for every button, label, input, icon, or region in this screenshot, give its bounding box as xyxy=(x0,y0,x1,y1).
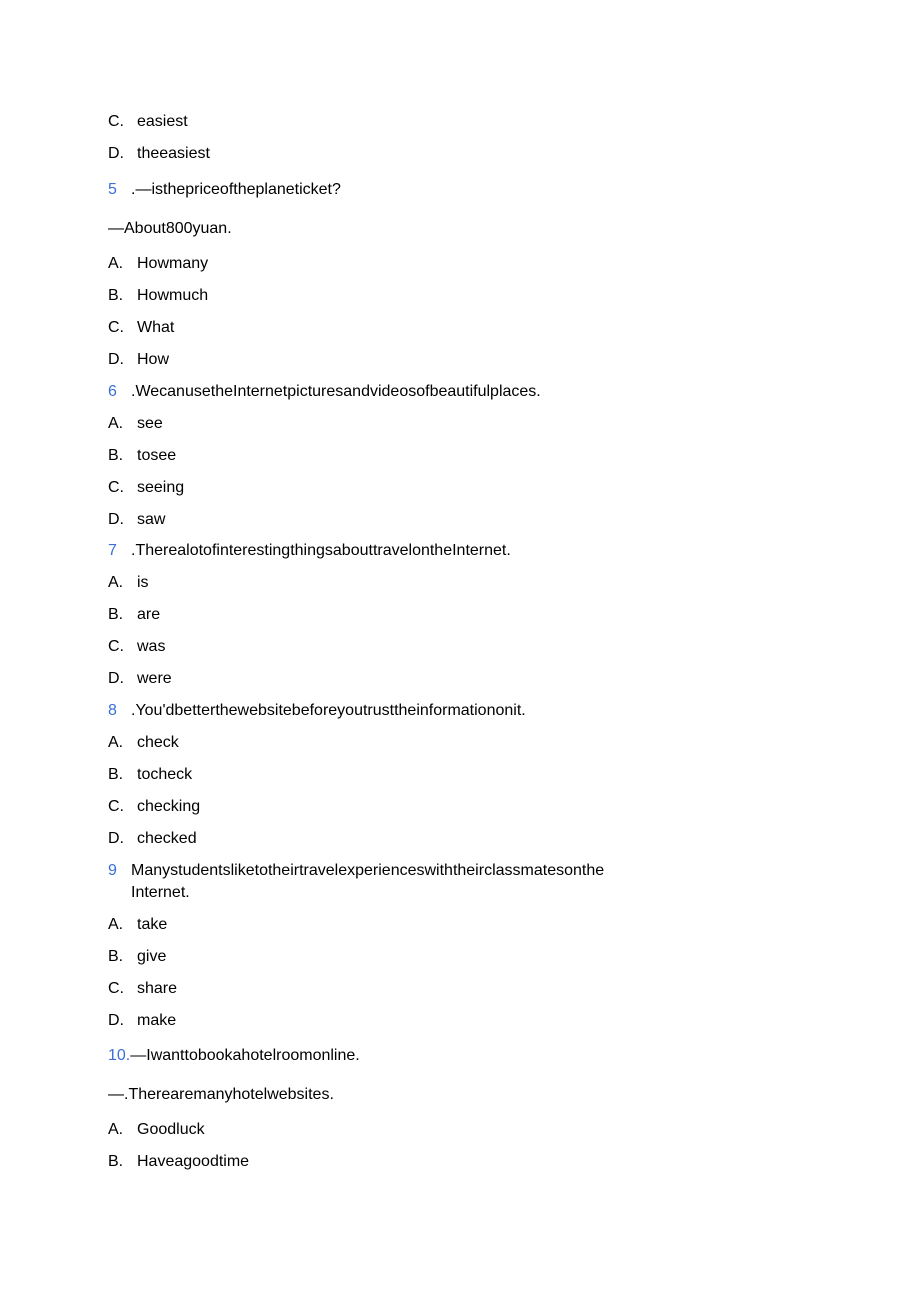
option-letter: D. xyxy=(108,1012,124,1029)
question-text: —Iwanttobookahotelroomonline. xyxy=(130,1047,360,1064)
question-text: .TherealotofinterestingthingsabouttravelontheInternet. xyxy=(131,542,511,559)
option-text: share xyxy=(137,980,178,997)
option-letter: D. xyxy=(108,511,124,528)
option-text: are xyxy=(137,606,161,623)
question-8 xyxy=(108,701,526,721)
question-text: .—isthepriceoftheplaneticket? xyxy=(131,181,341,198)
option-q4-d xyxy=(108,144,210,164)
option-letter: C. xyxy=(108,798,124,815)
option-letter: D. xyxy=(108,145,124,162)
question-text: .WecanusetheInternetpicturesandvideosofbeautifulplaces. xyxy=(131,383,541,400)
option-q9-a xyxy=(108,915,167,935)
question-number: 7 xyxy=(108,542,117,559)
option-q8-b xyxy=(108,765,192,785)
question-text: .You'dbetterthewebsitebeforeyoutrusttheinformationonit. xyxy=(131,702,526,719)
option-q5-b xyxy=(108,286,208,306)
question-number: 10. xyxy=(108,1047,131,1064)
option-text: saw xyxy=(137,511,166,528)
option-text: easiest xyxy=(137,113,188,130)
option-text: tosee xyxy=(137,447,177,464)
option-letter: C. xyxy=(108,113,124,130)
question-number: 6 xyxy=(108,383,117,400)
option-q6-b xyxy=(108,446,176,466)
question-number: 9 xyxy=(108,862,117,879)
option-text: were xyxy=(137,670,172,687)
option-letter: A. xyxy=(108,734,124,751)
option-text: Howmany xyxy=(137,255,209,272)
question-text: Manystudentsliketotheirtravelexperienceswiththeirclassmatesonthe xyxy=(131,862,605,879)
option-q8-a xyxy=(108,733,179,753)
option-q6-c xyxy=(108,478,184,498)
option-letter: A. xyxy=(108,916,124,933)
question-10-dialog xyxy=(108,1085,334,1105)
option-q8-c xyxy=(108,797,200,817)
option-q9-d xyxy=(108,1011,176,1031)
question-5-dialog xyxy=(108,219,232,239)
option-text: checked xyxy=(137,830,197,847)
option-q8-d xyxy=(108,829,197,849)
dialog-text: —.Therearemanyhotelwebsites. xyxy=(108,1086,334,1103)
option-letter: C. xyxy=(108,638,124,655)
option-letter: B. xyxy=(108,287,124,304)
option-text: How xyxy=(137,351,170,368)
option-text: Howmuch xyxy=(137,287,209,304)
question-5 xyxy=(108,180,341,200)
option-text: What xyxy=(137,319,175,336)
option-letter: D. xyxy=(108,351,124,368)
option-q7-a xyxy=(108,573,149,593)
option-letter: D. xyxy=(108,830,124,847)
option-text: seeing xyxy=(137,479,185,496)
question-9 xyxy=(108,861,604,881)
option-letter: D. xyxy=(108,670,124,687)
option-letter: C. xyxy=(108,980,124,997)
option-q7-b xyxy=(108,605,160,625)
option-letter: A. xyxy=(108,1121,124,1138)
question-number: 5 xyxy=(108,181,117,198)
option-letter: B. xyxy=(108,606,124,623)
question-10 xyxy=(108,1046,360,1066)
option-text: see xyxy=(137,415,163,432)
option-q6-d xyxy=(108,510,165,530)
option-q5-d xyxy=(108,350,169,370)
option-text: give xyxy=(137,948,167,965)
question-text-continued: Internet. xyxy=(131,884,190,901)
option-q10-a xyxy=(108,1120,205,1140)
option-text: make xyxy=(137,1012,177,1029)
option-q7-d xyxy=(108,669,172,689)
option-q6-a xyxy=(108,414,163,434)
option-text: take xyxy=(137,916,168,933)
option-text: check xyxy=(137,734,179,751)
option-text: was xyxy=(137,638,166,655)
option-text: checking xyxy=(137,798,201,815)
question-9-continuation xyxy=(131,883,190,903)
option-letter: B. xyxy=(108,447,124,464)
option-text: is xyxy=(137,574,149,591)
option-letter: B. xyxy=(108,766,124,783)
option-letter: C. xyxy=(108,479,124,496)
option-letter: A. xyxy=(108,415,124,432)
option-letter: A. xyxy=(108,255,124,272)
option-text: Goodluck xyxy=(137,1121,205,1138)
option-text: tocheck xyxy=(137,766,193,783)
dialog-text: —About800yuan. xyxy=(108,220,232,237)
option-letter: A. xyxy=(108,574,124,591)
option-q4-c xyxy=(108,112,188,132)
option-q9-b xyxy=(108,947,166,967)
question-number: 8 xyxy=(108,702,117,719)
option-letter: B. xyxy=(108,948,124,965)
question-7 xyxy=(108,541,511,561)
option-q5-c xyxy=(108,318,174,338)
question-6 xyxy=(108,382,541,402)
option-q9-c xyxy=(108,979,177,999)
option-text: Haveagoodtime xyxy=(137,1153,250,1170)
option-text: theeasiest xyxy=(137,145,210,162)
option-q5-a xyxy=(108,254,208,274)
option-q7-c xyxy=(108,637,165,657)
option-q10-b xyxy=(108,1152,249,1172)
option-letter: C. xyxy=(108,319,124,336)
option-letter: B. xyxy=(108,1153,124,1170)
